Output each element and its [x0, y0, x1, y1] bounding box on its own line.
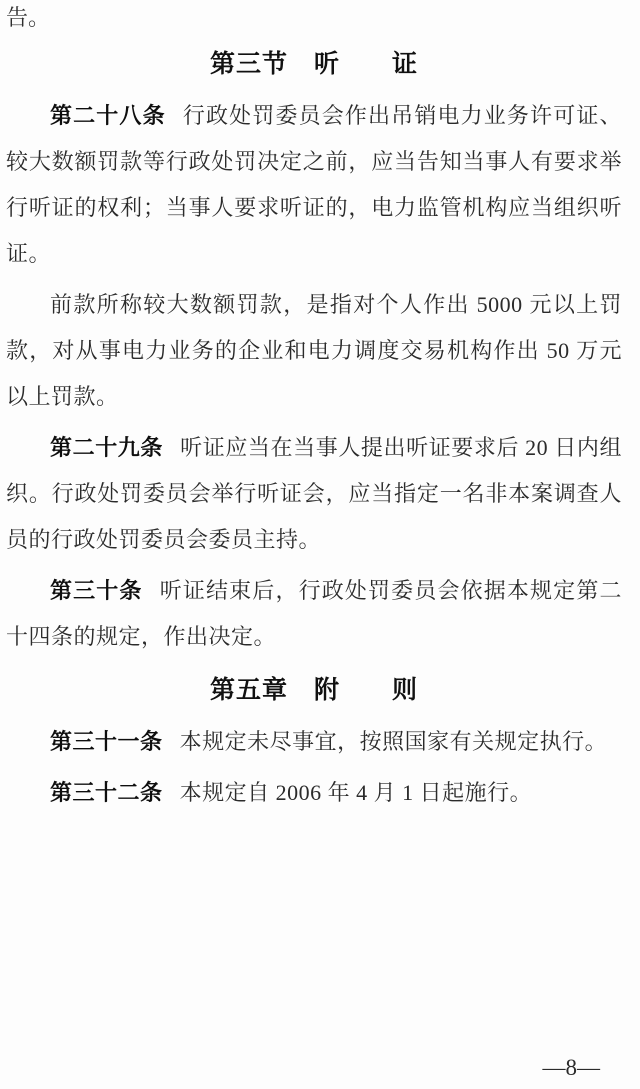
page-number: —8—	[542, 1055, 600, 1080]
article-28-label: 第二十八条	[50, 103, 166, 128]
article-29-text: 听证应当在当事人提出听证要求后 20 日内组织。行政处罚委员会举行听证会，应当指定一名非本案调查人员的行政处罚委员会委员主持。	[6, 435, 622, 552]
article-29-paragraph	[6, 425, 622, 563]
article-28-text: 行政处罚委员会作出吊销电力业务许可证、较大数额罚款等行政处罚决定之前，应当告知当事人有要求举行听证的权利；当事人要求听证的，电力监管机构应当组织听证。	[6, 103, 622, 266]
chapter-5-heading: 第五章 附 则	[209, 677, 418, 704]
article-32-label: 第三十二条	[50, 780, 163, 805]
article-32-text: 本规定自 2006 年 4 月 1 日起施行。	[179, 780, 533, 805]
section-3-heading: 第三节 听 证	[209, 51, 418, 78]
article-32-paragraph	[6, 770, 622, 816]
article-29-label: 第二十九条	[50, 435, 163, 460]
article-30-paragraph	[6, 568, 622, 660]
article-28-paragraph	[6, 93, 622, 277]
article-30-text: 听证结束后，行政处罚委员会依据本规定第二十四条的规定，作出决定。	[6, 578, 622, 649]
article-28-supplement-paragraph: 前款所称较大数额罚款，是指对个人作出 5000 元以上罚款，对从事电力业务的企业和电力调度交易机构作出 50 万元以上罚款。	[6, 292, 622, 409]
continuation-fragment: 告。	[6, 5, 51, 30]
article-31-paragraph	[6, 719, 622, 765]
article-30-label: 第三十条	[50, 578, 143, 603]
article-31-label: 第三十一条	[50, 729, 163, 754]
article-31-text: 本规定未尽事宜，按照国家有关规定执行。	[179, 729, 608, 754]
